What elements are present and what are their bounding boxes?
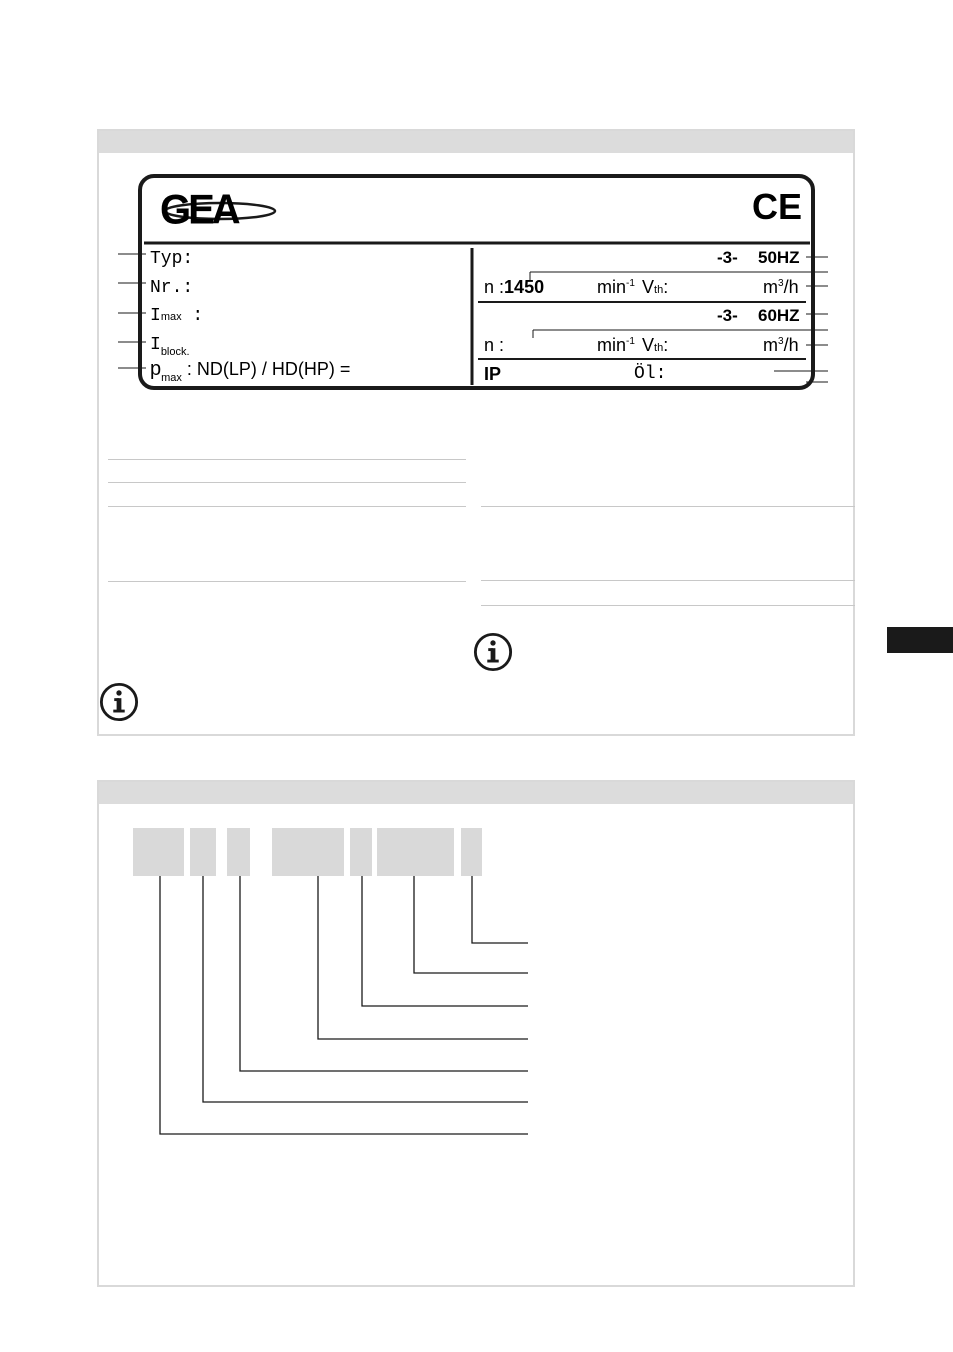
divider: [481, 605, 855, 606]
code-segment: [227, 828, 250, 876]
code-segment: [190, 828, 216, 876]
min-60: $\min^{-1}$: [597, 335, 635, 355]
ip-label: IP: [484, 364, 502, 384]
unit-50: $m^3/h$: [763, 277, 799, 297]
typ-label: Typ:: [150, 249, 194, 269]
code-segment: [461, 828, 482, 876]
code-segment: [350, 828, 372, 876]
pmax-label: $p_{max}$ : ND(LP) / HD(HP) =: [150, 358, 351, 384]
info-icon: [99, 682, 139, 722]
divider: [108, 581, 466, 582]
freq-50: 50HZ: [758, 248, 800, 267]
min-50: $\min^{-1}$: [597, 277, 635, 297]
divider: [481, 506, 855, 507]
info-icon: [473, 632, 513, 672]
vth-50: Vth:: [642, 277, 669, 297]
unit-60: $m^3/h$: [763, 335, 799, 355]
n-50: n :1450: [484, 277, 545, 297]
ce-mark: CE: [752, 186, 803, 227]
iblock-label: $I_{block.}$: [150, 335, 190, 358]
vth-60: Vth:: [642, 335, 669, 355]
panel-header: [99, 131, 853, 153]
divider: [108, 506, 466, 507]
phase-50: -3-: [717, 248, 738, 267]
n-60: n :: [484, 335, 505, 355]
divider: [108, 482, 466, 483]
panel-header: [99, 782, 853, 804]
section-tab: [887, 627, 953, 653]
imax-label: Imax :: [150, 306, 204, 326]
code-segment: [133, 828, 184, 876]
freq-60: 60HZ: [758, 306, 800, 325]
oel-label: Öl:: [634, 364, 667, 384]
divider: [481, 580, 855, 581]
code-segment: [272, 828, 344, 876]
code-segment: [377, 828, 454, 876]
phase-60: -3-: [717, 306, 738, 325]
gea-logo: GEA: [160, 186, 238, 234]
nr-label: Nr.:: [150, 278, 194, 298]
divider: [108, 459, 466, 460]
